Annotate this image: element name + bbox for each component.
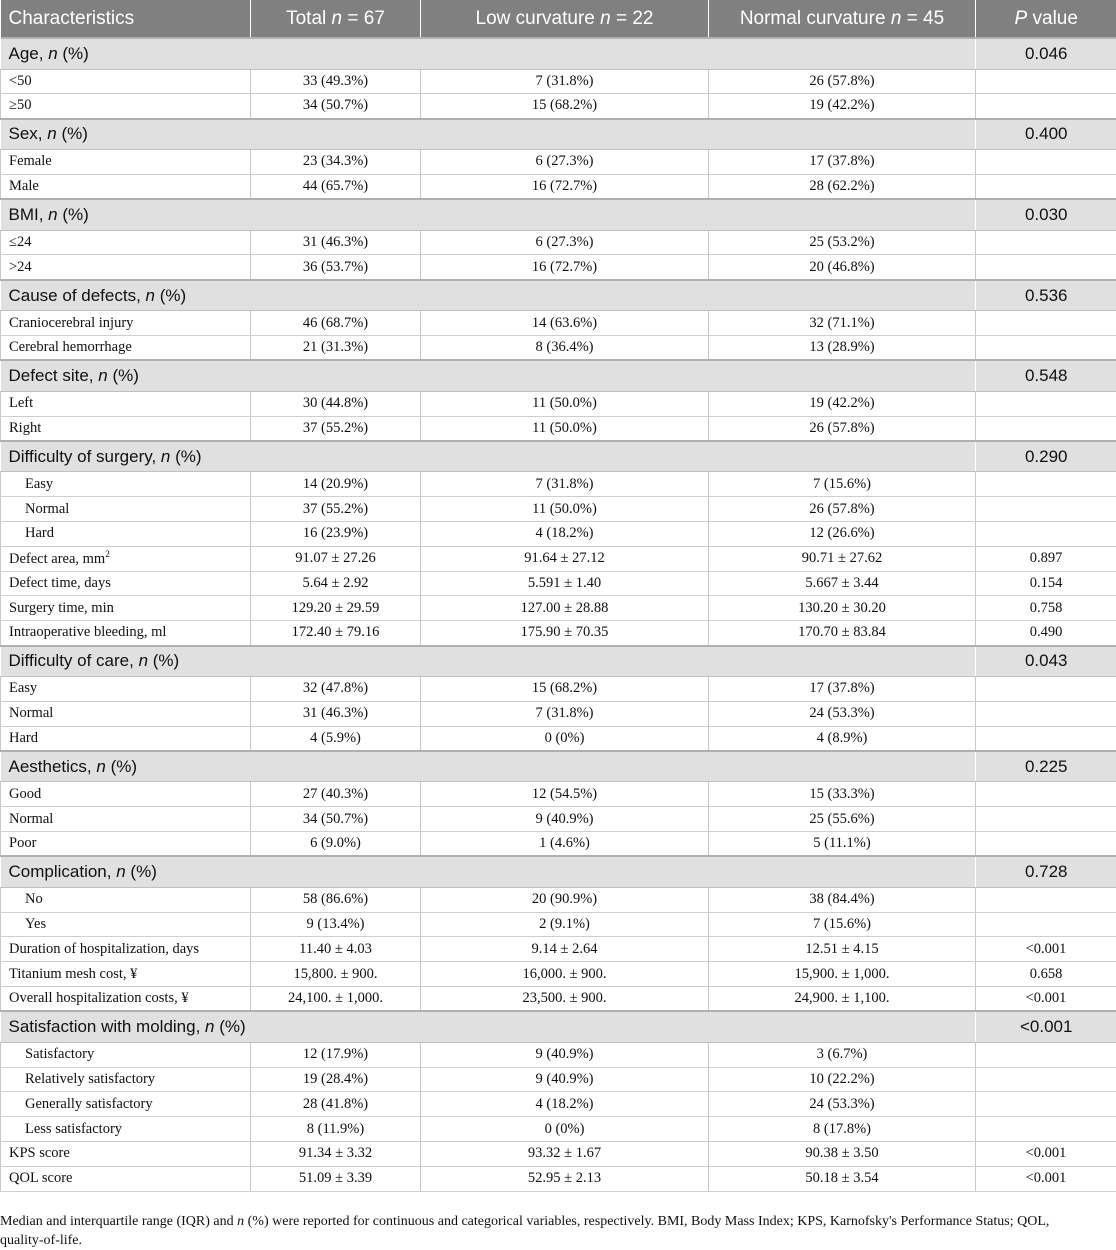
p-value xyxy=(976,782,1116,807)
table-row xyxy=(1,1117,1116,1142)
section-p-value: 0.290 xyxy=(976,441,1116,472)
total-value: 14 (20.9%) xyxy=(251,472,421,497)
row-label: Defect time, days xyxy=(1,571,251,596)
row-label: ≥50 xyxy=(1,94,251,119)
row-label: No xyxy=(1,887,251,912)
normal-curvature-value: 10 (22.2%) xyxy=(709,1067,976,1092)
low-curvature-value: 9.14 ± 2.64 xyxy=(421,937,709,962)
p-value xyxy=(976,1067,1116,1092)
normal-curvature-value: 170.70 ± 83.84 xyxy=(709,621,976,646)
p-value xyxy=(976,230,1116,255)
row-label: Easy xyxy=(1,472,251,497)
normal-curvature-value: 15,900. ± 1,000. xyxy=(709,962,976,987)
table-row xyxy=(1,726,1116,751)
section-row xyxy=(1,1011,1116,1042)
row-label: Cerebral hemorrhage xyxy=(1,336,251,361)
section-label: Defect site, n (%) xyxy=(1,360,976,391)
header-p-value: P value xyxy=(976,0,1116,38)
low-curvature-value: 4 (18.2%) xyxy=(421,522,709,547)
low-curvature-value: 9 (40.9%) xyxy=(421,807,709,832)
table-row xyxy=(1,1092,1116,1117)
normal-curvature-value: 20 (46.8%) xyxy=(709,255,976,280)
total-value: 6 (9.0%) xyxy=(251,832,421,857)
total-value: 91.07 ± 27.26 xyxy=(251,546,421,571)
unit-superscript: 2 xyxy=(105,549,110,559)
p-value: 0.154 xyxy=(976,571,1116,596)
p-value xyxy=(976,701,1116,726)
table-row xyxy=(1,1067,1116,1092)
p-value xyxy=(976,912,1116,937)
p-value xyxy=(976,94,1116,119)
low-curvature-value: 5.591 ± 1.40 xyxy=(421,571,709,596)
total-value: 11.40 ± 4.03 xyxy=(251,937,421,962)
section-row xyxy=(1,280,1116,311)
normal-curvature-value: 50.18 ± 3.54 xyxy=(709,1166,976,1191)
row-label: QOL score xyxy=(1,1166,251,1191)
p-value xyxy=(976,807,1116,832)
normal-curvature-value: 24 (53.3%) xyxy=(709,1092,976,1117)
table-row xyxy=(1,497,1116,522)
total-value: 37 (55.2%) xyxy=(251,497,421,522)
header-low-curvature: Low curvature n = 22 xyxy=(421,0,709,38)
total-value: 5.64 ± 2.92 xyxy=(251,571,421,596)
total-value: 58 (86.6%) xyxy=(251,887,421,912)
table-row xyxy=(1,546,1116,571)
header-total: Total n = 67 xyxy=(251,0,421,38)
low-curvature-value: 52.95 ± 2.13 xyxy=(421,1166,709,1191)
normal-curvature-value: 5.667 ± 3.44 xyxy=(709,571,976,596)
low-curvature-value: 12 (54.5%) xyxy=(421,782,709,807)
section-label: Aesthetics, n (%) xyxy=(1,751,976,782)
row-label: Left xyxy=(1,391,251,416)
total-value: 8 (11.9%) xyxy=(251,1117,421,1142)
p-value xyxy=(976,497,1116,522)
low-curvature-value: 11 (50.0%) xyxy=(421,497,709,522)
low-curvature-value: 14 (63.6%) xyxy=(421,311,709,336)
section-row xyxy=(1,199,1116,230)
row-label: Normal xyxy=(1,807,251,832)
total-value: 46 (68.7%) xyxy=(251,311,421,336)
row-label: Craniocerebral injury xyxy=(1,311,251,336)
p-value: 0.490 xyxy=(976,621,1116,646)
low-curvature-value: 7 (31.8%) xyxy=(421,69,709,94)
section-p-value: 0.536 xyxy=(976,280,1116,311)
row-label: Right xyxy=(1,416,251,441)
table-row xyxy=(1,571,1116,596)
p-value xyxy=(976,1092,1116,1117)
table-row xyxy=(1,522,1116,547)
section-row xyxy=(1,360,1116,391)
p-value: 0.897 xyxy=(976,546,1116,571)
section-label: Satisfaction with molding, n (%) xyxy=(1,1011,976,1042)
row-label: Yes xyxy=(1,912,251,937)
low-curvature-value: 93.32 ± 1.67 xyxy=(421,1142,709,1167)
row-label: Surgery time, min xyxy=(1,596,251,621)
p-value xyxy=(976,69,1116,94)
table-row xyxy=(1,962,1116,987)
normal-curvature-value: 28 (62.2%) xyxy=(709,174,976,199)
p-value: <0.001 xyxy=(976,987,1116,1012)
row-label: Duration of hospitalization, days xyxy=(1,937,251,962)
total-value: 23 (34.3%) xyxy=(251,150,421,175)
total-value: 12 (17.9%) xyxy=(251,1042,421,1067)
total-value: 172.40 ± 79.16 xyxy=(251,621,421,646)
normal-curvature-value: 12.51 ± 4.15 xyxy=(709,937,976,962)
total-value: 33 (49.3%) xyxy=(251,69,421,94)
p-value: 0.758 xyxy=(976,596,1116,621)
row-label: Less satisfactory xyxy=(1,1117,251,1142)
row-label: Satisfactory xyxy=(1,1042,251,1067)
normal-curvature-value: 25 (53.2%) xyxy=(709,230,976,255)
p-value xyxy=(976,726,1116,751)
normal-curvature-value: 17 (37.8%) xyxy=(709,150,976,175)
row-label: Intraoperative bleeding, ml xyxy=(1,621,251,646)
section-label: Difficulty of surgery, n (%) xyxy=(1,441,976,472)
row-label: Hard xyxy=(1,726,251,751)
header-characteristics: Characteristics xyxy=(1,0,251,38)
header-normal-curvature: Normal curvature n = 45 xyxy=(709,0,976,38)
section-p-value: 0.030 xyxy=(976,199,1116,230)
low-curvature-value: 16,000. ± 900. xyxy=(421,962,709,987)
total-value: 15,800. ± 900. xyxy=(251,962,421,987)
section-label: Sex, n (%) xyxy=(1,119,976,150)
normal-curvature-value: 15 (33.3%) xyxy=(709,782,976,807)
total-value: 16 (23.9%) xyxy=(251,522,421,547)
section-label: Difficulty of care, n (%) xyxy=(1,646,976,677)
section-p-value: 0.046 xyxy=(976,38,1116,69)
row-label: Normal xyxy=(1,701,251,726)
total-value: 31 (46.3%) xyxy=(251,701,421,726)
normal-curvature-value: 38 (84.4%) xyxy=(709,887,976,912)
table-row xyxy=(1,94,1116,119)
row-label: <50 xyxy=(1,69,251,94)
low-curvature-value: 15 (68.2%) xyxy=(421,677,709,702)
p-value xyxy=(976,391,1116,416)
low-curvature-value: 1 (4.6%) xyxy=(421,832,709,857)
normal-curvature-value: 90.71 ± 27.62 xyxy=(709,546,976,571)
total-value: 37 (55.2%) xyxy=(251,416,421,441)
row-label: Overall hospitalization costs, ¥ xyxy=(1,987,251,1012)
p-value xyxy=(976,832,1116,857)
low-curvature-value: 6 (27.3%) xyxy=(421,150,709,175)
section-p-value: <0.001 xyxy=(976,1011,1116,1042)
section-p-value: 0.728 xyxy=(976,856,1116,887)
total-value: 21 (31.3%) xyxy=(251,336,421,361)
normal-curvature-value: 19 (42.2%) xyxy=(709,94,976,119)
low-curvature-value: 7 (31.8%) xyxy=(421,701,709,726)
row-label: Relatively satisfactory xyxy=(1,1067,251,1092)
p-value xyxy=(976,255,1116,280)
row-label: Hard xyxy=(1,522,251,547)
table-row xyxy=(1,987,1116,1012)
low-curvature-value: 20 (90.9%) xyxy=(421,887,709,912)
total-value: 19 (28.4%) xyxy=(251,1067,421,1092)
p-value xyxy=(976,174,1116,199)
total-value: 32 (47.8%) xyxy=(251,677,421,702)
table-row xyxy=(1,701,1116,726)
table-row xyxy=(1,596,1116,621)
low-curvature-value: 7 (31.8%) xyxy=(421,472,709,497)
normal-curvature-value: 5 (11.1%) xyxy=(709,832,976,857)
low-curvature-value: 127.00 ± 28.88 xyxy=(421,596,709,621)
normal-curvature-value: 19 (42.2%) xyxy=(709,391,976,416)
normal-curvature-value: 26 (57.8%) xyxy=(709,497,976,522)
total-value: 36 (53.7%) xyxy=(251,255,421,280)
table-row xyxy=(1,677,1116,702)
p-value xyxy=(976,416,1116,441)
section-label: BMI, n (%) xyxy=(1,199,976,230)
low-curvature-value: 16 (72.7%) xyxy=(421,174,709,199)
low-curvature-value: 0 (0%) xyxy=(421,726,709,751)
table-footnote: Median and interquartile range (IQR) and n (%) were reported for continuous and categorical variables, respectively. BMI, Body Mass Index; KPS, Karnofsky's Performance Status; QOL, quality-of-life. xyxy=(0,1212,1112,1250)
table-row xyxy=(1,150,1116,175)
total-value: 30 (44.8%) xyxy=(251,391,421,416)
p-value xyxy=(976,677,1116,702)
normal-curvature-value: 24,900. ± 1,100. xyxy=(709,987,976,1012)
p-value xyxy=(976,472,1116,497)
low-curvature-value: 9 (40.9%) xyxy=(421,1067,709,1092)
p-value xyxy=(976,522,1116,547)
normal-curvature-value: 13 (28.9%) xyxy=(709,336,976,361)
normal-curvature-value: 7 (15.6%) xyxy=(709,472,976,497)
table-row xyxy=(1,311,1116,336)
total-value: 91.34 ± 3.32 xyxy=(251,1142,421,1167)
normal-curvature-value: 3 (6.7%) xyxy=(709,1042,976,1067)
normal-curvature-value: 12 (26.6%) xyxy=(709,522,976,547)
row-label: Male xyxy=(1,174,251,199)
row-label: Titanium mesh cost, ¥ xyxy=(1,962,251,987)
row-label: Generally satisfactory xyxy=(1,1092,251,1117)
total-value: 9 (13.4%) xyxy=(251,912,421,937)
section-p-value: 0.548 xyxy=(976,360,1116,391)
low-curvature-value: 9 (40.9%) xyxy=(421,1042,709,1067)
table-row xyxy=(1,782,1116,807)
normal-curvature-value: 17 (37.8%) xyxy=(709,677,976,702)
low-curvature-value: 91.64 ± 27.12 xyxy=(421,546,709,571)
low-curvature-value: 2 (9.1%) xyxy=(421,912,709,937)
section-row xyxy=(1,856,1116,887)
section-row xyxy=(1,751,1116,782)
section-row xyxy=(1,441,1116,472)
total-value: 24,100. ± 1,000. xyxy=(251,987,421,1012)
total-value: 27 (40.3%) xyxy=(251,782,421,807)
table-row xyxy=(1,832,1116,857)
p-value xyxy=(976,311,1116,336)
section-label: Complication, n (%) xyxy=(1,856,976,887)
row-label: Easy xyxy=(1,677,251,702)
p-value xyxy=(976,887,1116,912)
total-value: 34 (50.7%) xyxy=(251,807,421,832)
table-row xyxy=(1,391,1116,416)
low-curvature-value: 0 (0%) xyxy=(421,1117,709,1142)
section-row xyxy=(1,646,1116,677)
row-label: Defect area, $mm^2$ xyxy=(1,546,251,571)
normal-curvature-value: 26 (57.8%) xyxy=(709,416,976,441)
table-row xyxy=(1,255,1116,280)
low-curvature-value: 8 (36.4%) xyxy=(421,336,709,361)
p-value xyxy=(976,150,1116,175)
normal-curvature-value: 8 (17.8%) xyxy=(709,1117,976,1142)
normal-curvature-value: 130.20 ± 30.20 xyxy=(709,596,976,621)
normal-curvature-value: 4 (8.9%) xyxy=(709,726,976,751)
table-row xyxy=(1,937,1116,962)
total-value: 28 (41.8%) xyxy=(251,1092,421,1117)
table-row xyxy=(1,69,1116,94)
p-value: 0.658 xyxy=(976,962,1116,987)
row-label: KPS score xyxy=(1,1142,251,1167)
p-value xyxy=(976,1117,1116,1142)
low-curvature-value: 11 (50.0%) xyxy=(421,416,709,441)
section-p-value: 0.043 xyxy=(976,646,1116,677)
row-label: Female xyxy=(1,150,251,175)
table-row xyxy=(1,336,1116,361)
table-row xyxy=(1,1166,1116,1191)
total-value: 4 (5.9%) xyxy=(251,726,421,751)
row-label: >24 xyxy=(1,255,251,280)
low-curvature-value: 6 (27.3%) xyxy=(421,230,709,255)
normal-curvature-value: 25 (55.6%) xyxy=(709,807,976,832)
table-row xyxy=(1,472,1116,497)
row-label: Poor xyxy=(1,832,251,857)
section-row xyxy=(1,119,1116,150)
table-row xyxy=(1,807,1116,832)
row-label: Good xyxy=(1,782,251,807)
row-label: ≤24 xyxy=(1,230,251,255)
p-value: <0.001 xyxy=(976,1142,1116,1167)
total-value: 51.09 ± 3.39 xyxy=(251,1166,421,1191)
section-row xyxy=(1,38,1116,69)
normal-curvature-value: 32 (71.1%) xyxy=(709,311,976,336)
table-row xyxy=(1,416,1116,441)
p-value xyxy=(976,1042,1116,1067)
table-row xyxy=(1,887,1116,912)
low-curvature-value: 4 (18.2%) xyxy=(421,1092,709,1117)
total-value: 44 (65.7%) xyxy=(251,174,421,199)
total-value: 129.20 ± 29.59 xyxy=(251,596,421,621)
low-curvature-value: 23,500. ± 900. xyxy=(421,987,709,1012)
normal-curvature-value: 7 (15.6%) xyxy=(709,912,976,937)
table-row xyxy=(1,174,1116,199)
row-label: Normal xyxy=(1,497,251,522)
table-header-row xyxy=(1,0,1116,38)
table-row xyxy=(1,1042,1116,1067)
section-p-value: 0.400 xyxy=(976,119,1116,150)
total-value: 31 (46.3%) xyxy=(251,230,421,255)
low-curvature-value: 15 (68.2%) xyxy=(421,94,709,119)
p-value: <0.001 xyxy=(976,1166,1116,1191)
p-value xyxy=(976,336,1116,361)
normal-curvature-value: 24 (53.3%) xyxy=(709,701,976,726)
table-row xyxy=(1,621,1116,646)
table-row xyxy=(1,230,1116,255)
normal-curvature-value: 90.38 ± 3.50 xyxy=(709,1142,976,1167)
total-value: 34 (50.7%) xyxy=(251,94,421,119)
low-curvature-value: 16 (72.7%) xyxy=(421,255,709,280)
low-curvature-value: 11 (50.0%) xyxy=(421,391,709,416)
table-row xyxy=(1,1142,1116,1167)
section-label: Age, n (%) xyxy=(1,38,976,69)
normal-curvature-value: 26 (57.8%) xyxy=(709,69,976,94)
section-p-value: 0.225 xyxy=(976,751,1116,782)
low-curvature-value: 175.90 ± 70.35 xyxy=(421,621,709,646)
p-value: <0.001 xyxy=(976,937,1116,962)
section-label: Cause of defects, n (%) xyxy=(1,280,976,311)
table-row xyxy=(1,912,1116,937)
